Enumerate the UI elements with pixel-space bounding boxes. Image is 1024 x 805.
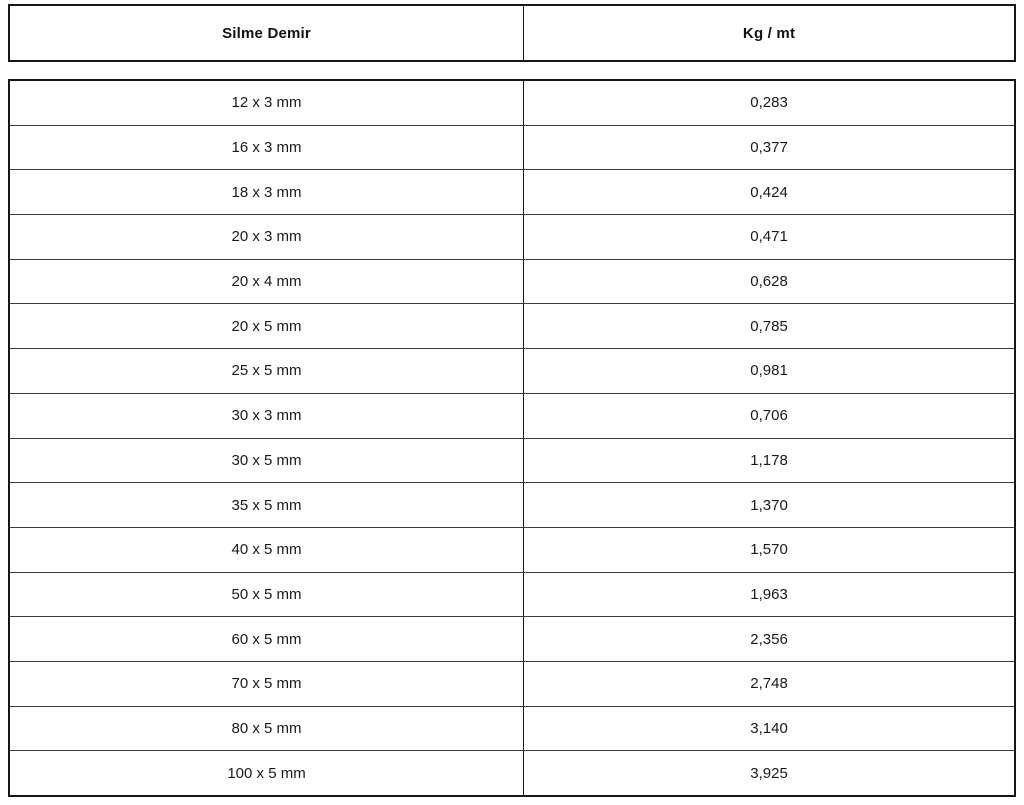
table-row bbox=[10, 662, 1014, 707]
header-kg-mt-column: Kg / mt bbox=[742, 24, 796, 42]
weight-cell: 0,424 bbox=[750, 183, 788, 201]
table-row bbox=[10, 304, 1014, 349]
table-row bbox=[10, 707, 1014, 752]
size-cell: 40 x 5 mm bbox=[10, 528, 524, 572]
size-cell: 60 x 5 mm bbox=[10, 617, 524, 661]
table-row bbox=[10, 215, 1014, 260]
weight-cell: 1,370 bbox=[750, 496, 788, 514]
table-row bbox=[10, 126, 1014, 171]
table-row bbox=[10, 617, 1014, 662]
table-row bbox=[10, 483, 1014, 528]
table-row bbox=[10, 751, 1014, 795]
header-size-column: Silme Demir bbox=[10, 6, 524, 60]
weight-cell: 0,981 bbox=[750, 362, 788, 380]
table-row bbox=[10, 260, 1014, 305]
size-cell: 16 x 3 mm bbox=[10, 126, 524, 170]
size-cell: 30 x 3 mm bbox=[10, 394, 524, 438]
table-row bbox=[10, 528, 1014, 573]
size-cell: 20 x 4 mm bbox=[10, 260, 524, 304]
size-cell: 100 x 5 mm bbox=[10, 751, 524, 795]
size-cell: 20 x 5 mm bbox=[10, 304, 524, 348]
table-header bbox=[8, 4, 1016, 62]
weight-cell: 2,356 bbox=[750, 630, 788, 648]
table-row bbox=[10, 170, 1014, 215]
weight-cell: 0,706 bbox=[750, 407, 788, 425]
size-cell: 80 x 5 mm bbox=[10, 707, 524, 751]
weight-cell: 2,748 bbox=[750, 675, 788, 693]
table-body bbox=[8, 79, 1016, 797]
size-cell: 12 x 3 mm bbox=[10, 81, 524, 125]
weight-cell: 1,178 bbox=[750, 451, 788, 469]
table-row bbox=[10, 81, 1014, 126]
size-cell: 25 x 5 mm bbox=[10, 349, 524, 393]
weight-cell: 0,628 bbox=[750, 273, 788, 291]
weight-cell: 3,925 bbox=[750, 764, 788, 782]
weight-cell: 1,963 bbox=[750, 585, 788, 603]
table-row bbox=[10, 349, 1014, 394]
table-row bbox=[10, 439, 1014, 484]
weight-cell: 0,283 bbox=[750, 94, 788, 112]
weight-cell: 0,471 bbox=[750, 228, 788, 246]
size-cell: 30 x 5 mm bbox=[10, 439, 524, 483]
size-cell: 18 x 3 mm bbox=[10, 170, 524, 214]
size-cell: 35 x 5 mm bbox=[10, 483, 524, 527]
table-row bbox=[10, 394, 1014, 439]
weight-cell: 0,377 bbox=[750, 139, 788, 157]
weight-cell: 1,570 bbox=[750, 541, 788, 559]
size-cell: 70 x 5 mm bbox=[10, 662, 524, 706]
size-cell: 50 x 5 mm bbox=[10, 573, 524, 617]
weight-cell: 3,140 bbox=[750, 719, 788, 737]
weight-cell: 0,785 bbox=[750, 317, 788, 335]
table-row bbox=[10, 573, 1014, 618]
size-cell: 20 x 3 mm bbox=[10, 215, 524, 259]
